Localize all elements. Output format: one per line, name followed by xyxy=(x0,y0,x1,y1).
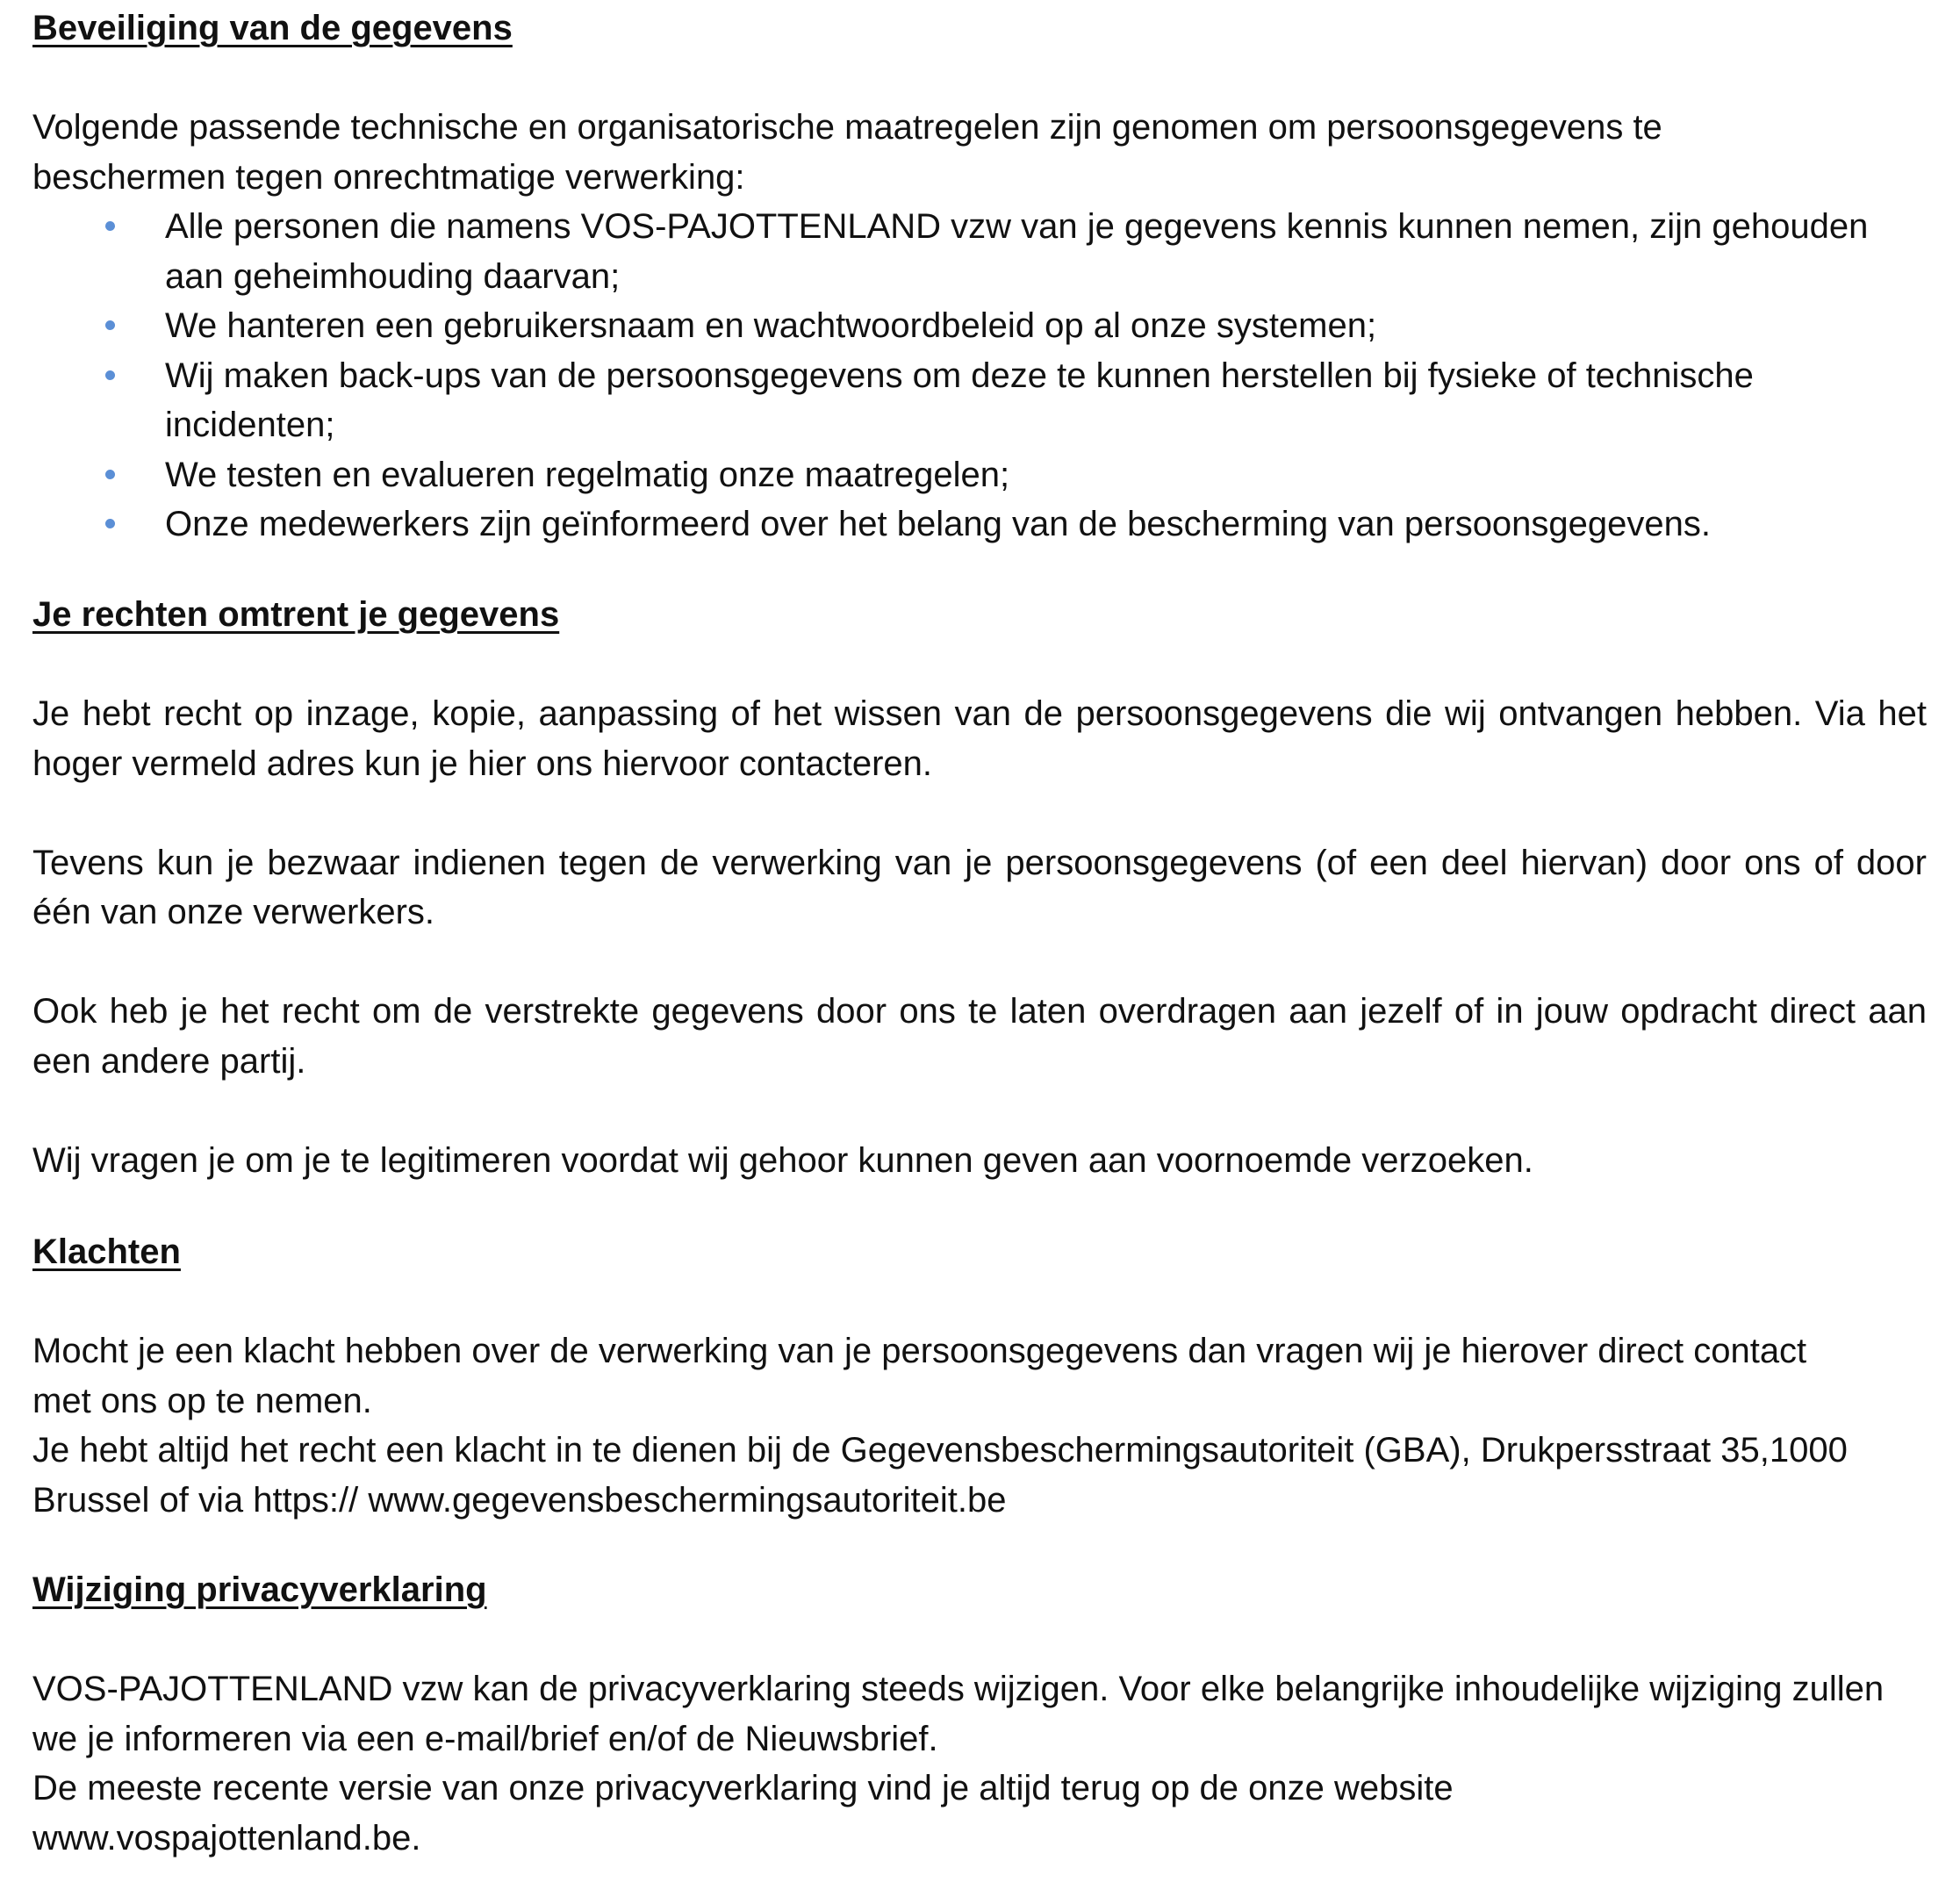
list-item-text: We hanteren een gebruikersnaam en wachtwoordbeleid op al onze systemen; xyxy=(165,306,1377,345)
section-rights xyxy=(32,590,1927,1185)
rights-paragraph-1: Je hebt recht op inzage, kopie, aanpassing of het wissen van de persoonsgegevens die wij ontvangen hebben. Via het hoger vermeld adres kun je hier ons hiervoor contacteren. xyxy=(32,694,1927,783)
list-item-text: Alle personen die namens VOS-PAJOTTENLAND vzw van je gegevens kennis kunnen nemen, zijn gehouden aan geheimhouding daarvan; xyxy=(165,207,1869,296)
list-item xyxy=(32,499,1927,550)
heading-privacy-changes: Wijziging privacyverklaring xyxy=(32,1570,487,1609)
list-item xyxy=(32,301,1927,351)
section-security xyxy=(32,4,1927,550)
rights-paragraph-2: Tevens kun je bezwaar indienen tegen de verwerking van je persoonsgegevens (of een deel hiervan) door ons of door één van onze verwerkers. xyxy=(32,843,1927,931)
bullet-icon xyxy=(105,320,115,330)
list-item xyxy=(32,351,1927,450)
privacy-changes-line-1: VOS-PAJOTTENLAND vzw kan de privacyverklaring steeds wijzigen. Voor elke belangrijke inhoudelijke wijziging zullen we je informeren via een e-mail/brief en/of de Nieuwsbrief. xyxy=(32,1670,1885,1758)
section-complaints xyxy=(32,1227,1927,1525)
security-bullet-list xyxy=(32,202,1927,550)
heading-complaints: Klachten xyxy=(32,1232,181,1271)
rights-paragraph-4: Wij vragen je om je te legitimeren voordat wij gehoor kunnen geven aan voornoemde verzoeken. xyxy=(32,1140,1533,1180)
rights-paragraph-3: Ook heb je het recht om de verstrekte gegevens door ons te laten overdragen aan jezelf of in jouw opdracht direct aan een andere partij. xyxy=(32,992,1927,1081)
privacy-changes-line-2: De meeste recente versie van onze privacyverklaring vind je altijd terug op de onze website www.vospajottenland.be. xyxy=(32,1769,1454,1858)
list-item-text: We testen en evalueren regelmatig onze maatregelen; xyxy=(165,455,1010,494)
bullet-icon xyxy=(105,370,115,380)
bullet-icon xyxy=(105,519,115,528)
security-intro: Volgende passende technische en organisatorische maatregelen zijn genomen om persoonsgegevens te beschermen tegen onrechtmatige verwerking: xyxy=(32,108,1662,197)
bullet-icon xyxy=(105,221,115,231)
list-item-text: Wij maken back-ups van de persoonsgegevens om deze te kunnen herstellen bij fysieke of technische incidenten; xyxy=(165,356,1754,444)
list-item xyxy=(32,202,1927,301)
heading-security: Beveiliging van de gegevens xyxy=(32,9,513,47)
bullet-icon xyxy=(105,470,115,479)
list-item-text: Onze medewerkers zijn geïnformeerd over het belang van de bescherming van persoonsgegevens. xyxy=(165,505,1712,543)
section-privacy-changes xyxy=(32,1565,1927,1863)
list-item xyxy=(32,450,1927,500)
complaints-line-1: Mocht je een klacht hebben over de verwerking van je persoonsgegevens dan vragen wij je hierover direct contact met ons op te nemen. xyxy=(32,1332,1807,1420)
complaints-line-2: Je hebt altijd het recht een klacht in te dienen bij de Gegevensbeschermingsautoriteit (GBA), Drukpersstraat 35,1000 Brussel of via https:// www.gegevensbeschermingsautoriteit.be xyxy=(32,1431,1848,1520)
heading-rights: Je rechten omtrent je gegevens xyxy=(32,595,560,634)
